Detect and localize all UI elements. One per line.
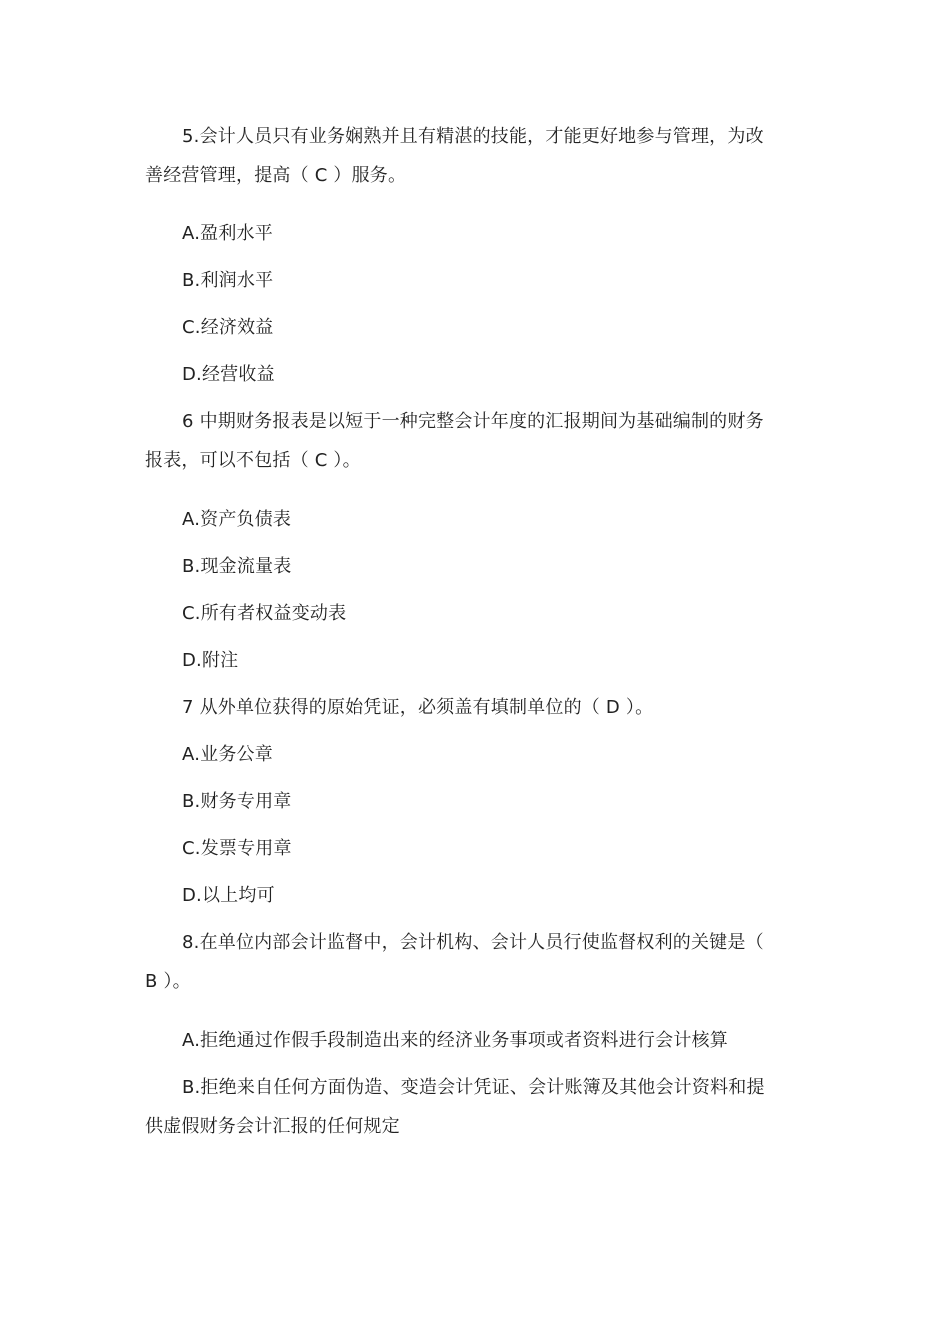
question-7-stem-line-1: 7 从外单位获得的原始凭证，必须盖有填制单位的（ D ）。 (182, 697, 654, 718)
question-5-stem-line-1: 5.会计人员只有业务娴熟并且有精湛的技能，才能更好地参与管理，为改 (182, 126, 764, 147)
question-6-stem-line-1: 6 中期财务报表是以短于一种完整会计年度的汇报期间为基础编制的财务 (182, 411, 764, 432)
question-7-option-d: D.以上均可 (182, 885, 275, 906)
question-6-option-a: A.资产负债表 (182, 509, 292, 530)
question-8-stem-line-2: B ）。 (145, 971, 191, 992)
question-5-option-c: C.经济效益 (182, 317, 274, 338)
question-5-option-b: B.利润水平 (182, 270, 274, 291)
question-8-option-a: A.拒绝通过作假手段制造出来的经济业务事项或者资料进行会计核算 (182, 1030, 728, 1051)
question-8-stem-line-1: 8.在单位内部会计监督中，会计机构、会计人员行使监督权利的关键是（ (182, 932, 764, 953)
question-7-option-b: B.财务专用章 (182, 791, 292, 812)
question-7-option-c: C.发票专用章 (182, 838, 292, 859)
question-5-option-d: D.经营收益 (182, 364, 275, 385)
question-5-stem-line-2: 善经营管理，提高（ C ）服务。 (145, 165, 407, 186)
question-6-stem-line-2: 报表，可以不包括（ C ）。 (145, 450, 361, 471)
question-8-option-b: B.拒绝来自任何方面伪造、变造会计凭证、会计账簿及其他会计资料和提 (182, 1077, 765, 1098)
question-5-option-a: A.盈利水平 (182, 223, 273, 244)
question-6-option-c: C.所有者权益变动表 (182, 603, 347, 624)
question-7-option-a: A.业务公章 (182, 744, 273, 765)
question-8-option-b-continuation: 供虚假财务会计汇报的任何规定 (145, 1116, 400, 1137)
question-6-option-b: B.现金流量表 (182, 556, 292, 577)
question-6-option-d: D.附注 (182, 650, 239, 671)
